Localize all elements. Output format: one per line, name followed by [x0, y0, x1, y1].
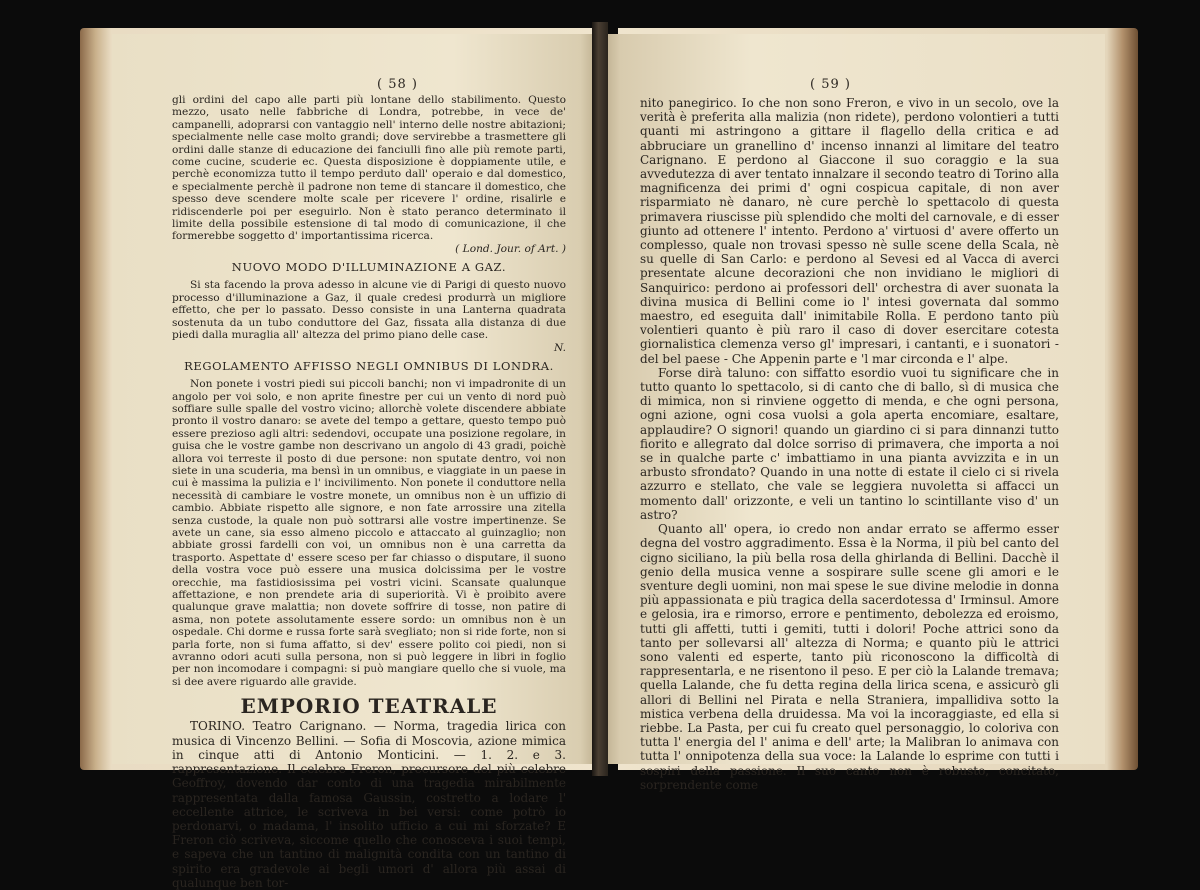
source-citation: ( Lond. Jour. of Art. ) [455, 242, 566, 255]
section-heading: REGOLAMENTO AFFISSO NEGLI OMNIBUS DI LONDRA. [184, 358, 554, 373]
paragraph: Non ponete i vostri piedi sui piccoli banchi; non vi impadronite di un angolo per voi solo, e non aprite finestre per cui un vento di nord può soffiare sulle spalle del vostro vicino; allorchè volete discendere abbiate pronto il vostro danaro: se avete del tempo a gettare, questo tempo può essere prezioso agli altri: sedendovi, occupate una posizione regolare, in guisa che le vostre gambe non descrivano un angolo di 43 gradi, poichè allora voi terreste il posto di due persone: non sputate dentro, voi non siete in una scuderia, ma bensì in un omnibus, e viaggiate in un paese in cui è massima la pulizia e l' incivilimento. Non ponete il conduttore nella necessità di cambiare le vostre monete, un omnibus non è un uffizio di cambio. Abbiate rispetto alle signore, e non fate arrossire una zitella senza custode, la quale non può sottrarsi alle vostre impertinenze. Se avete un cane, sia esso almeno piccolo e attaccato al guinzaglio; non abbiate grossi fardelli con voi, un omnibus non è una carretta da trasporto. Aspettate d' essere sceso per far chiasso o disputare, il suono della vostra voce può essere una musica dolcissima per le vostre orecchie, ma fastidiosissima pei vostri vicini. Scansate qualunque affettazione, e non prendete aria di superiorità. Vi è proibito avere qualunque grave malattia; non dovete soffrire di tosse, non patire di asma, non potete assolutamente essere sordo: un omnibus non è un ospedale. Chi dorme e russa forte sarà svegliato; non si ride forte, non si parla forte, non si fuma affatto, si dev' essere polito coi piedi, non si avranno odori acuti sulla persona, non si può leggere in libri in foglio per non incomodare i compagni: si può mangiare quello che si vuole, ma si dee avere riguardo alle gravide. [172, 378, 566, 688]
page-number-left: ( 58 ) [377, 77, 418, 92]
paragraph: Si sta facendo la prova adesso in alcune vie di Parigi di questo nuovo processo d'illuminazione a Gaz, il quale credesi produrrà un migliore effetto, che per lo passato. Desso consiste in una Lanterna quadrata sostenuta da un tubo conduttore del Gaz, fissata alla distanza di due piedi dalla muraglia all' altezza del primo piano delle case. [172, 279, 566, 342]
page-number-right: ( 59 ) [810, 77, 851, 92]
left-page [112, 34, 600, 890]
section-heading: NUOVO MODO D'ILLUMINAZIONE A GAZ. [231, 260, 507, 275]
book-gutter [592, 22, 608, 776]
paragraph: nito panegirico. Io che non sono Freron, e vivo in un secolo, ove la verità è preferita alla malizia (non ridete), perdono volontieri a tutti quanti mi astringono a gittare il flagello della critica e ad abbruciare un granellino d' incenso innanzi al limitare del teatro Carignano. E perdono al Giaccone il suo coraggio e la sua avvedutezza di aver tentato innalzare il secondo teatro di Torino alla magnificenza dei primi d' ogni cospicua capitale, di non aver risparmiato nè danaro, nè cure perchè lo spettacolo di questa primavera riuscisse più splendido che molti del carnovale, e di esser giunto ad ottenere l' intento. Perdono a' virtuosi d' avere offerto un complesso, quale non trovasi spesso nè sulle scene della Scala, nè su quelle di San Carlo: e perdono al Sevesi ed al Vacca di averci presentate alcune decorazioni che non invidiano le migliori di Sanquirico: perdono ai professori dell' orchestra di aver suonata la divina musica di Bellini come io l' intesi governata dal sommo maestro, ed eseguita dall' inimitabile Rolla. E perdono tanto più volentieri quanto è più raro il caso di dover esercitare cotesta giornalistica clemenza verso gl' impresari, i cantanti, e i suonatori - del bel paese - Che Appenin parte e 'l mar circonda e l' alpe. [640, 96, 1059, 366]
paragraph: TORINO. Teatro Carignano. — Norma, tragedia lirica con musica di Vincenzo Bellini. — Sofia di Moscovia, azione mimica in cinque atti di Antonio Monticini. — 1. 2. e 3. rappresentazione. Il celebre Freron, precursore del più celebre Geoffroy, dovendo dar conto di una tragedia mirabilmente rappresentata dalla famosa Gaussin, costretto a lodare l' eccellente attrice, le scriveva in bei versi: come potrò io perdonarvi, o madama, l' insolito ufficio a cui mi sforzate? E Freron ciò scriveva, siccome quello che conosceva i suoi tempi, e sapeva che un tantino di malignità condita con un tantino di spirito era gradevole ai begli umori d' allora più assai di qualunque ben tor- [172, 719, 566, 890]
paragraph: Quanto all' opera, io credo non andar errato se affermo esser degna del vostro aggradimento. Essa è la Norma, il più bel canto del cigno siciliano, la più bella rosa della ghirlanda di Bellini. Dacchè il genio della musica venne a sospirare sulle scene gli amori e le sventure degli uomini, non mai spese le sue divine melodie in donna più appassionata e più tragica della sacerdotessa d' Irminsul. Amore e gelosia, ira e rimorso, errore e pentimento, debolezza ed eroismo, tutti gli affetti, tutti i gemiti, tutti i dolori! Poche attrici sono da tanto per sollevarsi all' altezza di Norma; e quanto più le attrici sono valenti ed esperte, tanto più riconoscono la difficoltà di rappresentarla, e ne risentono il peso. E per ciò la Lalande tremava; quella Lalande, che fu detta regina della lirica scena, e assicurò gli allori di Bellini nel Pirata e nella Straniera, impallidiva sotto la mistica verbena della druidessa. Ma voi la incoraggiaste, ed ella si riebbe. La Pasta, per cui fu creato quel personaggio, lo coloriva con tutta l' energia del l' anima e dell' arte; la Malibran lo animava con tutta l' onnipotenza della sua voce: la Lalande lo esprime con tutti i sospiri della passione. Il suo canto non è robusto, concitato, sorprendente come [640, 522, 1059, 792]
paragraph: gli ordini del capo alle parti più lontane dello stabilimento. Questo mezzo, usato nelle fabbriche di Londra, potrebbe, in vece de' campanelli, adoprarsi con vantaggio nell' interno delle nostre abitazioni; specialmente nelle case molto grandi; dove servirebbe a trasmettere gli ordini dalle stanze di educazione dei fanciulli fino alle più remote parti, come cucine, scuderie ec. Questa disposizione è doppiamente utile, e perchè economizza tutto il tempo perduto dall' operaio e dal domestico, e specialmente perchè il padrone non teme di stancare il domestico, che spesso deve scendere molte scale per ricevere l' ordine, risalirle e ridiscenderle poi per eseguirlo. Non è stato peranco determinato il limite della possibile estensione di tal modo di comunicazione, il che formerebbe soggetto d' importantissima ricerca. [172, 94, 566, 243]
open-book [80, 22, 1138, 890]
source-citation: N. [554, 341, 566, 354]
paragraph: Forse dirà taluno: con siffatto esordio vuoi tu significare che in tutto quanto lo spettacolo, si di canto che di ballo, sì di musica che di mimica, non si rinviene oggetto di menda, e che ogni persona, ogni azione, ogni cosa vuolsi a gola aperta encomiare, esaltare, applaudire? O signori! quando un giardino ci si para dinnanzi tutto fiorito e allegrato dal dolce sorriso di primavera, che importa a noi se in qualche parte c' imbattiamo in una pianta avvizzita e in un arbusto sfrondato? Quando in una notte di estate il cielo ci si rivela azzurro e stellato, che vale se leggiera nuvoletta si affacci un momento dall' orizzonte, e veli un tantino lo scintillante viso d' un astro? [640, 365, 1059, 522]
right-page [600, 34, 1105, 792]
section-title: EMPORIO TEATRALE [240, 694, 498, 719]
